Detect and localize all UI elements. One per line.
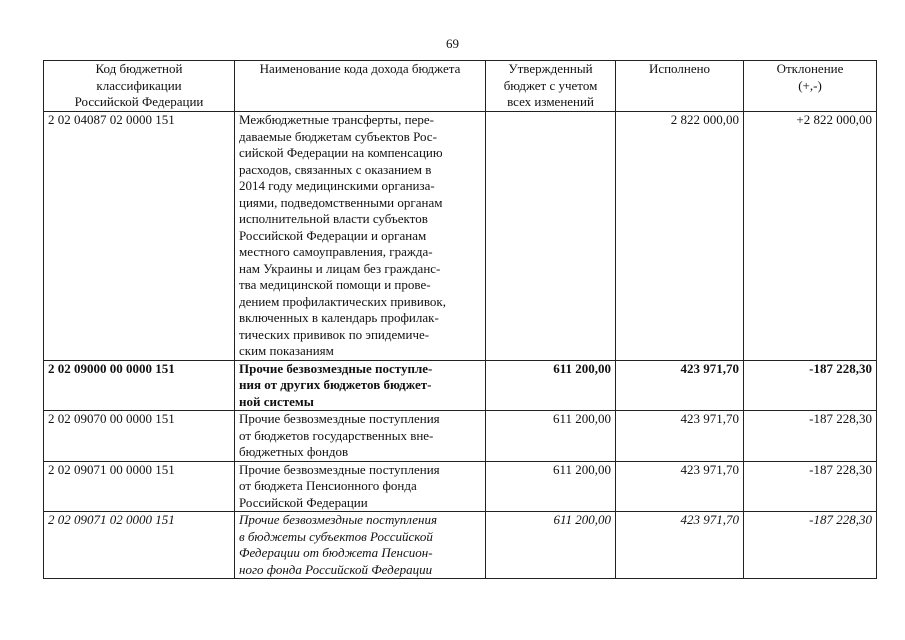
row-code: 2 02 04087 02 0000 151	[44, 112, 235, 361]
header-approved: Утвержденный бюджет с учетом всех изменений	[486, 61, 616, 112]
row-name: Межбюджетные трансферты, пере- даваемые бюджетам субъектов Рос- сийской Федерации на компенсацию расходов, связанных с оказанием в 2014 году медицинскими организа- циями, подведомственными органам исполнительной власти субъектов Российской Федерации и органам местного самоуправления, гражда- нам Украины и лицам без гражданс- тва медицинской помощи и прове- дением профилактических прививок, включенных в календарь профилак- тических прививок по эпидемиче- ским показаниям	[235, 112, 486, 361]
row-executed: 423 971,70	[616, 512, 744, 579]
row-name: Прочие безвозмездные поступле- ния от других бюджетов бюджет- ной системы	[235, 360, 486, 411]
row-executed: 423 971,70	[616, 411, 744, 462]
table-header-row	[44, 61, 877, 112]
row-deviation: -187 228,30	[744, 411, 877, 462]
row-name: Прочие безвозмездные поступления от бюджета Пенсионного фонда Российской Федерации	[235, 461, 486, 512]
row-approved	[486, 112, 616, 361]
row-name: Прочие безвозмездные поступления в бюджеты субъектов Российской Федерации от бюджета Пенсион- ного фонда Российской Федерации	[235, 512, 486, 579]
row-executed: 423 971,70	[616, 360, 744, 411]
row-executed: 423 971,70	[616, 461, 744, 512]
table-row	[44, 461, 877, 512]
header-deviation: Отклонение (+,-)	[744, 61, 877, 112]
row-code: 2 02 09070 00 0000 151	[44, 411, 235, 462]
row-deviation: -187 228,30	[744, 461, 877, 512]
table-row	[44, 512, 877, 579]
table-row	[44, 360, 877, 411]
page-number: 69	[446, 36, 459, 51]
row-deviation: -187 228,30	[744, 512, 877, 579]
row-code: 2 02 09071 00 0000 151	[44, 461, 235, 512]
row-code: 2 02 09071 02 0000 151	[44, 512, 235, 579]
row-executed: 2 822 000,00	[616, 112, 744, 361]
row-deviation: -187 228,30	[744, 360, 877, 411]
row-deviation: +2 822 000,00	[744, 112, 877, 361]
table-row	[44, 112, 877, 361]
table-row	[44, 411, 877, 462]
row-approved: 611 200,00	[486, 512, 616, 579]
row-approved: 611 200,00	[486, 461, 616, 512]
header-code: Код бюджетной классификации Российской Федерации	[44, 61, 235, 112]
row-name: Прочие безвозмездные поступления от бюджетов государственных вне- бюджетных фондов	[235, 411, 486, 462]
row-approved: 611 200,00	[486, 411, 616, 462]
row-code: 2 02 09000 00 0000 151	[44, 360, 235, 411]
header-name: Наименование кода дохода бюджета	[235, 61, 486, 112]
row-approved: 611 200,00	[486, 360, 616, 411]
budget-revenue-table	[43, 60, 877, 579]
header-executed: Исполнено	[616, 61, 744, 112]
